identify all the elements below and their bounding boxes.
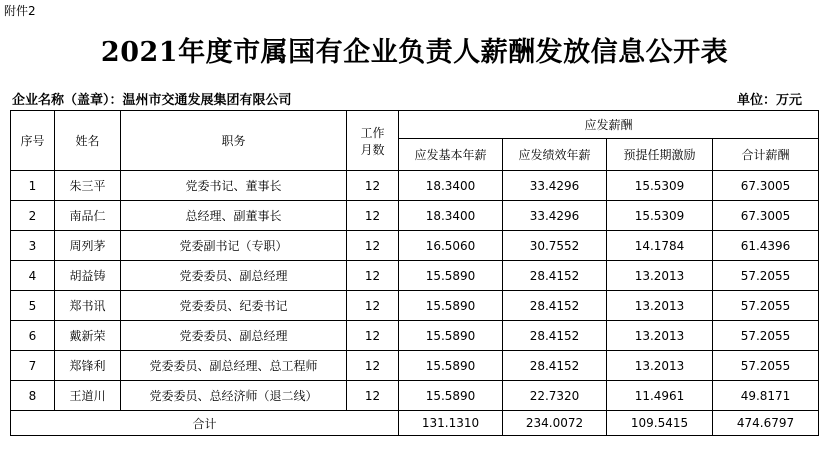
- cell-months: 12: [347, 381, 399, 411]
- cell-basic: 15.5890: [399, 381, 503, 411]
- cell-incentive: 13.2013: [607, 291, 713, 321]
- cell-performance: 28.4152: [503, 321, 607, 351]
- cell-total: 67.3005: [713, 171, 819, 201]
- table-row: [11, 381, 819, 411]
- cell-incentive: 13.2013: [607, 261, 713, 291]
- cell-months: 12: [347, 171, 399, 201]
- cell-name: 郑锋利: [55, 351, 121, 381]
- cell-basic: 15.5890: [399, 321, 503, 351]
- salary-table: [10, 110, 819, 436]
- cell-basic: 15.5890: [399, 351, 503, 381]
- header-position: 职务: [121, 111, 347, 171]
- cell-position: 党委书记、董事长: [121, 171, 347, 201]
- cell-months: 12: [347, 291, 399, 321]
- cell-performance: 28.4152: [503, 291, 607, 321]
- header-total: 合计薪酬: [713, 139, 819, 171]
- cell-months: 12: [347, 201, 399, 231]
- cell-position: 总经理、副董事长: [121, 201, 347, 231]
- totals-total: 474.6797: [713, 411, 819, 436]
- cell-seq: 1: [11, 171, 55, 201]
- cell-incentive: 13.2013: [607, 321, 713, 351]
- cell-position: 党委副书记（专职）: [121, 231, 347, 261]
- page-title: 2021年度市属国有企业负责人薪酬发放信息公开表: [100, 37, 729, 68]
- cell-incentive: 11.4961: [607, 381, 713, 411]
- table-row: [11, 231, 819, 261]
- cell-basic: 18.3400: [399, 201, 503, 231]
- header-seq: 序号: [11, 111, 55, 171]
- cell-name: 戴新荣: [55, 321, 121, 351]
- cell-seq: 5: [11, 291, 55, 321]
- header-months: [347, 111, 399, 171]
- cell-basic: 18.3400: [399, 171, 503, 201]
- totals-row: [11, 411, 819, 436]
- cell-total: 57.2055: [713, 291, 819, 321]
- cell-incentive: 15.5309: [607, 171, 713, 201]
- totals-label: 合计: [11, 411, 399, 436]
- cell-performance: 33.4296: [503, 201, 607, 231]
- cell-months: 12: [347, 351, 399, 381]
- cell-seq: 4: [11, 261, 55, 291]
- header-pay-group: 应发薪酬: [399, 111, 819, 139]
- totals-basic: 131.1310: [399, 411, 503, 436]
- cell-position: 党委委员、副总经理、总工程师: [121, 351, 347, 381]
- cell-total: 57.2055: [713, 261, 819, 291]
- header-name: 姓名: [55, 111, 121, 171]
- table-row: [11, 261, 819, 291]
- cell-performance: 28.4152: [503, 261, 607, 291]
- header-performance: 应发绩效年薪: [503, 139, 607, 171]
- cell-incentive: 15.5309: [607, 201, 713, 231]
- cell-position: 党委委员、副总经理: [121, 321, 347, 351]
- header-basic: 应发基本年薪: [399, 139, 503, 171]
- cell-name: 胡益铸: [55, 261, 121, 291]
- header-row-1: [11, 111, 819, 139]
- cell-name: 周列茅: [55, 231, 121, 261]
- cell-incentive: 13.2013: [607, 351, 713, 381]
- cell-seq: 7: [11, 351, 55, 381]
- cell-performance: 30.7552: [503, 231, 607, 261]
- cell-seq: 6: [11, 321, 55, 351]
- cell-performance: 28.4152: [503, 351, 607, 381]
- cell-basic: 15.5890: [399, 291, 503, 321]
- table-row: [11, 291, 819, 321]
- header-months-line2: 月数: [360, 142, 385, 157]
- table-row: [11, 321, 819, 351]
- company-label: 企业名称（盖章）：温州市交通发展集团有限公司: [12, 93, 292, 108]
- table-row: [11, 171, 819, 201]
- cell-name: 朱三平: [55, 171, 121, 201]
- cell-position: 党委委员、纪委书记: [121, 291, 347, 321]
- cell-incentive: 14.1784: [607, 231, 713, 261]
- cell-name: 王道川: [55, 381, 121, 411]
- cell-seq: 3: [11, 231, 55, 261]
- table-row: [11, 351, 819, 381]
- header-incentive: 预提任期激励: [607, 139, 713, 171]
- cell-position: 党委委员、总经济师（退二线）: [121, 381, 347, 411]
- cell-seq: 2: [11, 201, 55, 231]
- cell-performance: 22.7320: [503, 381, 607, 411]
- unit-label: 单位：万元: [736, 93, 802, 108]
- cell-months: 12: [347, 321, 399, 351]
- table-row: [11, 201, 819, 231]
- cell-months: 12: [347, 261, 399, 291]
- cell-total: 67.3005: [713, 201, 819, 231]
- header-months-line1: 工作: [360, 125, 385, 140]
- cell-basic: 16.5060: [399, 231, 503, 261]
- cell-performance: 33.4296: [503, 171, 607, 201]
- cell-total: 49.8171: [713, 381, 819, 411]
- cell-total: 61.4396: [713, 231, 819, 261]
- cell-basic: 15.5890: [399, 261, 503, 291]
- cell-total: 57.2055: [713, 321, 819, 351]
- cell-name: 南品仁: [55, 201, 121, 231]
- attachment-label: 附件2: [4, 4, 36, 18]
- totals-incentive: 109.5415: [607, 411, 713, 436]
- cell-total: 57.2055: [713, 351, 819, 381]
- cell-seq: 8: [11, 381, 55, 411]
- cell-name: 郑书讯: [55, 291, 121, 321]
- totals-performance: 234.0072: [503, 411, 607, 436]
- cell-months: 12: [347, 231, 399, 261]
- cell-position: 党委委员、副总经理: [121, 261, 347, 291]
